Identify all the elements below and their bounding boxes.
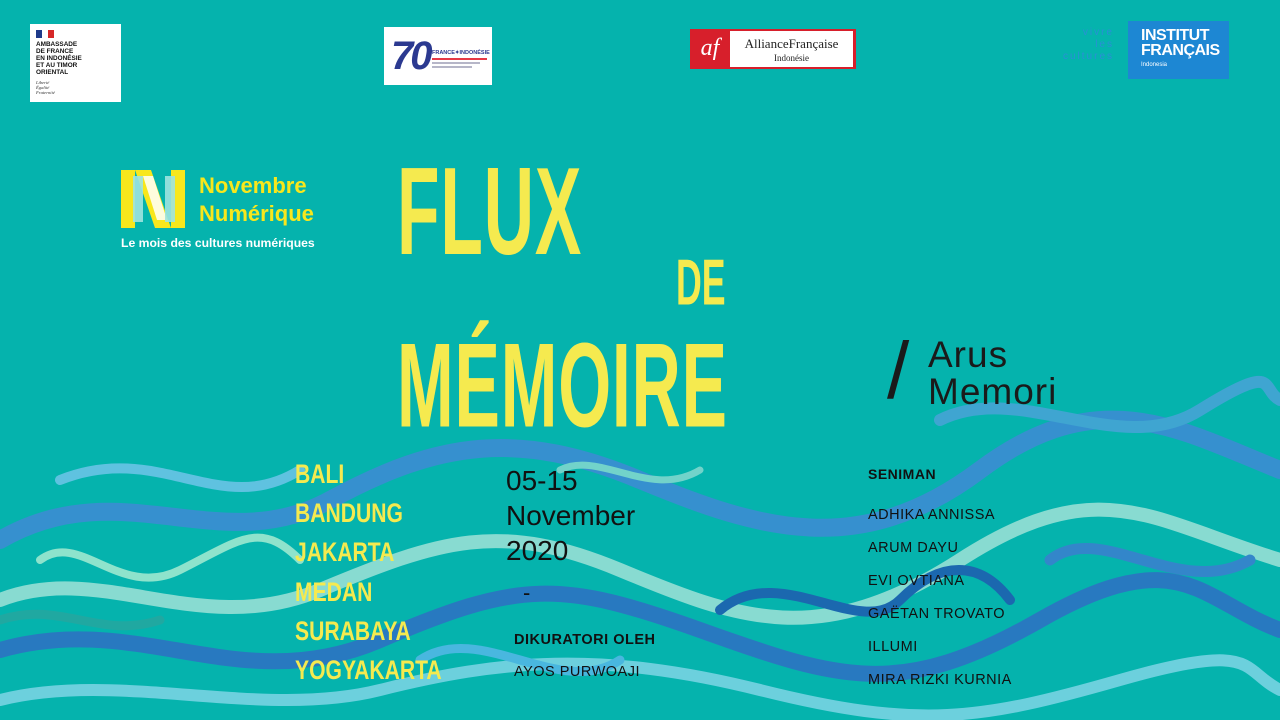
festival-name — [199, 172, 314, 228]
artist-item: ARUM DAYU — [868, 540, 959, 556]
institut-francais-logo — [1128, 21, 1229, 79]
embassy-logo-text: AMBASSADE DE FRANCE EN INDONÉSIE ET AU TIMOR ORIENTAL — [36, 41, 82, 76]
date-month: November — [506, 500, 636, 531]
city-item: BANDUNG — [295, 498, 403, 529]
french-flag-icon — [36, 30, 54, 38]
title-translation: Arus Memori — [928, 334, 1058, 412]
af-name: AllianceFrançaise — [744, 36, 839, 51]
festival-name-line2: Numérique — [199, 201, 314, 226]
artist-item: MIRA RIZKI KURNIA — [868, 672, 1012, 688]
artist-item: EVI OVTIANA — [868, 573, 965, 589]
france-indonesia-text: FRANCE✦INDONÉSIE — [432, 50, 490, 56]
city-item: MEDAN — [295, 576, 373, 608]
title-slash: / — [887, 326, 910, 415]
city-list — [295, 455, 462, 690]
festival-name-line1: Novembre — [199, 173, 307, 198]
artist-item: ADHIKA ANNISSA — [868, 507, 996, 523]
anniversary-number: 70 — [391, 34, 430, 78]
city-item: SURABAYA — [295, 616, 411, 647]
artist-item: ILLUMI — [868, 639, 918, 655]
city-item: JAKARTA — [295, 537, 395, 569]
title-de: DE — [676, 245, 726, 319]
alliance-francaise-logo — [690, 29, 856, 69]
france-indonesia-70-logo — [384, 27, 492, 85]
artist-list — [868, 499, 1012, 697]
if-name: INSTITUT FRANÇAIS — [1141, 27, 1220, 59]
if-tagline: vivre les cultures — [1062, 27, 1114, 62]
curator-name: AYOS PURWOAJI — [514, 664, 641, 680]
date-year: 2020 — [506, 535, 569, 566]
artist-item: GAËTAN TROVATO — [868, 606, 1005, 622]
date-range: 05-15 — [506, 465, 578, 496]
separator-dash: - — [523, 580, 531, 605]
title-memoire: MÉMOIRE — [397, 318, 728, 452]
af-country: Indonésie — [774, 53, 809, 63]
af-mark: af — [700, 35, 720, 61]
event-dates — [506, 463, 635, 568]
city-item: BALI — [295, 459, 345, 490]
embassy-motto: Liberté Égalité Fraternité — [36, 80, 55, 95]
curator-heading: DIKURATORI OLEH — [514, 632, 656, 648]
novembre-numerique-icon — [121, 170, 185, 228]
artists-heading: SENIMAN — [868, 466, 937, 482]
embassy-logo — [30, 24, 121, 102]
title-flux: FLUX — [397, 142, 583, 281]
city-item: YOGYAKARTA — [295, 655, 442, 686]
festival-subtitle: Le mois des cultures numériques — [121, 236, 315, 250]
if-country: Indonesia — [1141, 62, 1168, 68]
